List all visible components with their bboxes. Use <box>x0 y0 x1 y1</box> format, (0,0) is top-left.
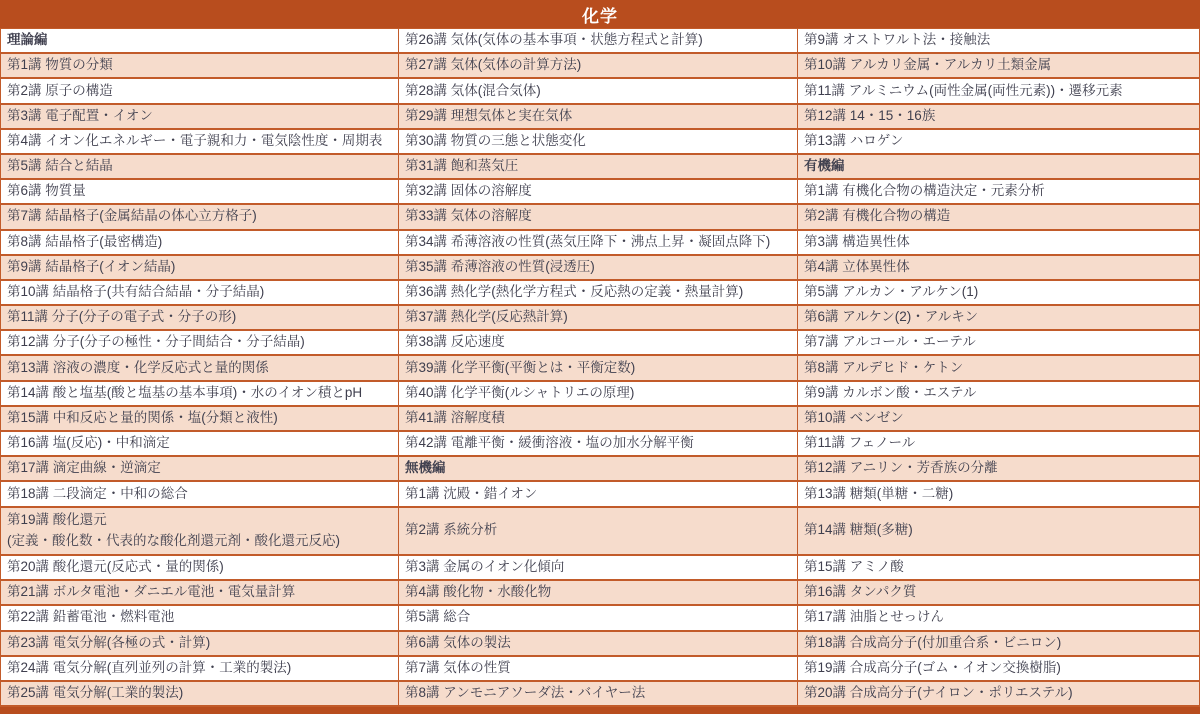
lecture-title: 第8講 アルデヒド・ケトン <box>804 359 964 375</box>
lecture-title: 第6講 アルケン(2)・アルキン <box>804 309 979 325</box>
column-inorganic2-organic <box>798 29 1200 707</box>
lecture-title: 第42講 電離平衡・緩衝溶液・塩の加水分解平衡 <box>405 435 694 451</box>
lecture-title: 第3講 構造異性体 <box>804 233 910 249</box>
lecture-row <box>798 556 1199 581</box>
lecture-row <box>798 682 1199 707</box>
lecture-row <box>798 281 1199 306</box>
lecture-row <box>798 482 1199 507</box>
lecture-row <box>1 155 398 180</box>
lecture-row <box>1 180 398 205</box>
lecture-title: 第33講 気体の溶解度 <box>405 208 532 224</box>
lecture-row <box>399 581 797 606</box>
lecture-row <box>798 508 1199 556</box>
lecture-title: 第37講 熱化学(反応熱計算) <box>405 309 568 325</box>
lecture-title: 第19講 酸化還元 <box>7 511 107 527</box>
lecture-title: 第3講 電子配置・イオン <box>7 107 153 123</box>
lecture-title: 第6講 気体の製法 <box>405 634 511 650</box>
page-title-bar <box>0 0 1200 28</box>
lecture-row <box>798 256 1199 281</box>
lecture-title: 第8講 結晶格子(最密構造) <box>7 233 163 249</box>
lecture-row <box>399 231 797 256</box>
lecture-title: 第5講 アルカン・アルケン(1) <box>804 284 979 299</box>
lecture-title: 第17講 油脂とせっけん <box>804 609 944 625</box>
lecture-row <box>399 205 797 230</box>
lecture-row <box>399 657 797 682</box>
lecture-row <box>798 205 1199 230</box>
lecture-row <box>1 432 398 457</box>
lecture-row <box>798 606 1199 631</box>
lecture-title: 第32講 固体の溶解度 <box>405 183 532 199</box>
lecture-row <box>399 54 797 79</box>
lecture-row <box>1 281 398 306</box>
lecture-title: 第15講 中和反応と量的関係・塩(分類と液性) <box>7 409 278 425</box>
lecture-title: 第35講 希薄溶液の性質(浸透圧) <box>405 258 595 274</box>
lecture-row <box>1 556 398 581</box>
lecture-row <box>399 155 797 180</box>
lecture-row <box>399 632 797 657</box>
lecture-row <box>1 682 398 707</box>
lecture-title: 第16講 塩(反応)・中和滴定 <box>7 435 170 451</box>
lecture-row <box>399 508 797 556</box>
lecture-title: 第23講 電気分解(各極の式・計算) <box>7 634 211 650</box>
lecture-title: 第11講 アルミニウム(両性金属(両性元素))・遷移元素 <box>804 82 1123 98</box>
lecture-title: 第2講 系統分析 <box>405 522 498 538</box>
lecture-title: 第29講 理想気体と実在気体 <box>405 107 573 123</box>
lecture-subtitle: (定義・酸化数・代表的な酸化剤還元剤・酸化還元反応) <box>7 532 340 548</box>
lecture-row <box>1 382 398 407</box>
lecture-title: 第14講 糖類(多糖) <box>804 522 913 538</box>
lecture-title: 第18講 二段滴定・中和の総合 <box>7 485 188 501</box>
lecture-title: 第12講 分子(分子の極性・分子間結合・分子結晶) <box>7 334 305 350</box>
lecture-title: 第15講 アミノ酸 <box>804 559 904 575</box>
lecture-row <box>1 482 398 507</box>
lecture-row <box>399 130 797 155</box>
lecture-title: 第40講 化学平衡(ルシャトリエの原理) <box>405 384 635 400</box>
lecture-title: 第28講 気体(混合気体) <box>405 82 541 98</box>
lecture-row <box>399 682 797 707</box>
lecture-title: 第13講 糖類(単糖・二糖) <box>804 485 954 501</box>
lecture-title: 第7講 アルコール・エーテル <box>804 334 976 350</box>
lecture-title: 第38講 反応速度 <box>405 334 505 350</box>
lecture-row <box>798 54 1199 79</box>
lecture-row <box>798 407 1199 432</box>
lecture-row <box>1 407 398 432</box>
page-title: 化学 <box>582 6 618 26</box>
lecture-row <box>798 457 1199 482</box>
lecture-title: 第2講 有機化合物の構造 <box>804 208 951 224</box>
bottom-accent-bar <box>0 707 1200 714</box>
lecture-title: 第11講 フェノール <box>804 435 916 451</box>
lecture-title: 第1講 沈殿・錯イオン <box>405 485 538 501</box>
lecture-title: 第5講 総合 <box>405 609 471 625</box>
lecture-title: 第9講 結晶格子(イオン結晶) <box>7 258 176 274</box>
lecture-title: 無機編 <box>405 460 446 476</box>
lecture-row <box>1 457 398 482</box>
lecture-row <box>798 382 1199 407</box>
lecture-row <box>798 29 1199 54</box>
lecture-row <box>399 281 797 306</box>
lecture-row <box>399 606 797 631</box>
lecture-title: 第22講 鉛蓄電池・燃料電池 <box>7 609 175 625</box>
lecture-row <box>798 306 1199 331</box>
lecture-row <box>798 356 1199 381</box>
lecture-title: 第9講 カルボン酸・エステル <box>804 384 977 400</box>
lecture-row <box>399 29 797 54</box>
lecture-row <box>1 581 398 606</box>
lecture-title: 第9講 オストワルト法・接触法 <box>804 32 991 48</box>
lecture-row <box>399 331 797 356</box>
lecture-title: 第39講 化学平衡(平衡とは・平衡定数) <box>405 359 636 375</box>
lecture-title: 第16講 タンパク質 <box>804 584 917 600</box>
lecture-row <box>798 581 1199 606</box>
lecture-title: 第24講 電気分解(直列並列の計算・工業的製法) <box>7 659 292 675</box>
lecture-title: 第12講 14・15・16族 <box>804 107 936 123</box>
lecture-title: 第5講 結合と結晶 <box>7 158 113 174</box>
lecture-title: 第10講 アルカリ金属・アルカリ土類金属 <box>804 57 1052 73</box>
lecture-title: 第1講 物質の分類 <box>7 57 113 73</box>
lecture-title: 理論編 <box>7 32 48 48</box>
lecture-title: 第13講 ハロゲン <box>804 132 904 148</box>
lecture-row <box>1 205 398 230</box>
column-theory <box>1 29 399 707</box>
lecture-title: 第26講 気体(気体の基本事項・状態方程式と計算) <box>405 32 703 48</box>
lecture-title: 第1講 有機化合物の構造決定・元素分析 <box>804 183 1045 199</box>
lecture-row <box>798 632 1199 657</box>
lecture-title: 第21講 ボルタ電池・ダニエル電池・電気量計算 <box>7 584 296 600</box>
lecture-title: 第20講 酸化還元(反応式・量的関係) <box>7 559 224 575</box>
lecture-title: 第4講 酸化物・水酸化物 <box>405 584 552 600</box>
lecture-row <box>1 54 398 79</box>
lecture-title: 第6講 物質量 <box>7 183 86 199</box>
lecture-title: 第13講 溶液の濃度・化学反応式と量的関係 <box>7 359 269 375</box>
lecture-title: 有機編 <box>804 158 845 174</box>
lecture-title: 第25講 電気分解(工業的製法) <box>7 685 184 700</box>
lecture-row <box>399 407 797 432</box>
lecture-title: 第31講 飽和蒸気圧 <box>405 158 519 174</box>
lecture-row <box>1 105 398 130</box>
lecture-row <box>1 632 398 657</box>
section-header-row <box>399 457 797 482</box>
lecture-row <box>399 180 797 205</box>
lecture-row <box>798 105 1199 130</box>
lecture-row <box>1 79 398 104</box>
lecture-row <box>399 382 797 407</box>
lecture-row <box>1 256 398 281</box>
lecture-row <box>399 556 797 581</box>
lecture-row <box>1 306 398 331</box>
lecture-row <box>798 130 1199 155</box>
lecture-title: 第36講 熱化学(熱化学方程式・反応熱の定義・熱量計算) <box>405 284 744 299</box>
lecture-title: 第27講 気体(気体の計算方法) <box>405 57 582 73</box>
lecture-row <box>798 331 1199 356</box>
lecture-row <box>1 657 398 682</box>
lecture-row <box>798 79 1199 104</box>
lecture-title: 第30講 物質の三態と状態変化 <box>405 132 586 148</box>
curriculum-table <box>0 28 1200 707</box>
lecture-row <box>1 231 398 256</box>
lecture-row <box>1 331 398 356</box>
lecture-title: 第41講 溶解度積 <box>405 409 505 425</box>
lecture-row <box>798 432 1199 457</box>
lecture-title: 第19講 合成高分子(ゴム・イオン交換樹脂) <box>804 659 1061 675</box>
lecture-title: 第4講 立体異性体 <box>804 258 910 274</box>
lecture-row <box>798 657 1199 682</box>
lecture-title: 第10講 結晶格子(共有結合結晶・分子結晶) <box>7 284 265 299</box>
section-header-row <box>798 155 1199 180</box>
column-theory2-inorganic <box>399 29 798 707</box>
lecture-row <box>399 356 797 381</box>
lecture-title: 第14講 酸と塩基(酸と塩基の基本事項)・水のイオン積とpH <box>7 384 363 400</box>
lecture-title: 第11講 分子(分子の電子式・分子の形) <box>7 309 237 325</box>
lecture-row <box>399 256 797 281</box>
lecture-row <box>1 356 398 381</box>
lecture-row <box>1 606 398 631</box>
lecture-title: 第12講 アニリン・芳香族の分離 <box>804 460 998 476</box>
lecture-row <box>399 432 797 457</box>
lecture-title: 第8講 アンモニアソーダ法・バイヤー法 <box>405 685 646 700</box>
lecture-title: 第2講 原子の構造 <box>7 82 113 98</box>
lecture-row <box>399 306 797 331</box>
lecture-title: 第7講 気体の性質 <box>405 659 511 675</box>
lecture-title: 第3講 金属のイオン化傾向 <box>405 559 565 575</box>
lecture-title: 第10講 ベンゼン <box>804 409 904 425</box>
lecture-row <box>399 79 797 104</box>
lecture-row <box>399 482 797 507</box>
lecture-title: 第17講 滴定曲線・逆滴定 <box>7 460 161 476</box>
lecture-row <box>399 105 797 130</box>
lecture-row <box>798 180 1199 205</box>
lecture-row <box>798 231 1199 256</box>
lecture-row <box>1 130 398 155</box>
lecture-title: 第18講 合成高分子(付加重合系・ビニロン) <box>804 634 1062 650</box>
lecture-title: 第34講 希薄溶液の性質(蒸気圧降下・沸点上昇・凝固点降下) <box>405 233 771 249</box>
lecture-title: 第20講 合成高分子(ナイロン・ポリエステル) <box>804 685 1073 700</box>
section-header-row <box>1 29 398 54</box>
lecture-row <box>1 508 398 556</box>
lecture-title: 第7講 結晶格子(金属結晶の体心立方格子) <box>7 208 257 224</box>
lecture-title: 第4講 イオン化エネルギー・電子親和力・電気陰性度・周期表 <box>7 132 383 148</box>
